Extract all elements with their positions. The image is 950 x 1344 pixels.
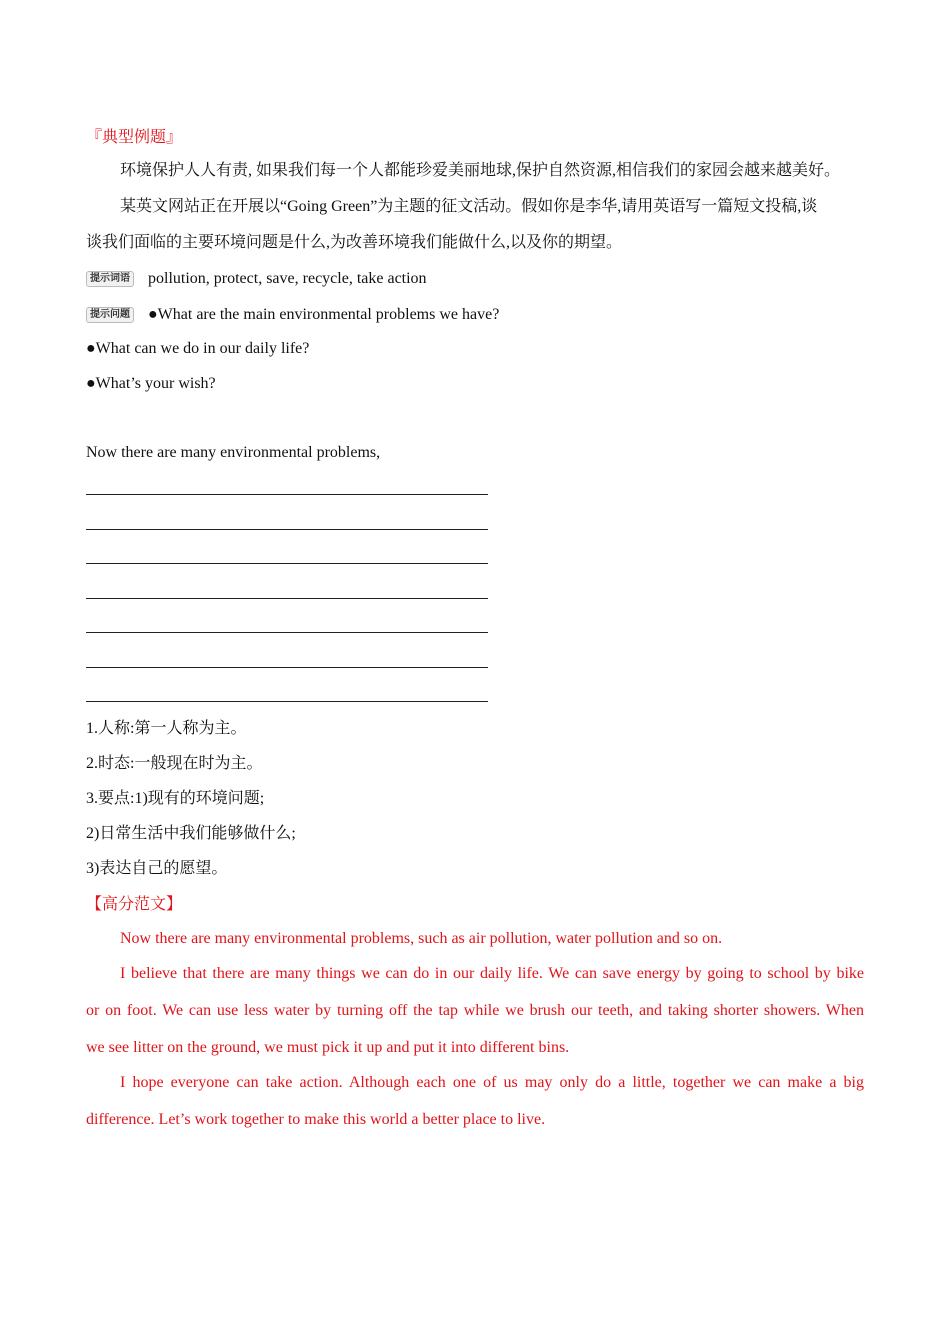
model-heading: 【高分范文】 xyxy=(86,896,183,913)
answer-line xyxy=(86,701,488,702)
answer-line xyxy=(86,598,488,599)
intro-line-3: 谈我们面临的主要环境问题是什么,为改善环境我们能做什么,以及你的期望。 xyxy=(86,234,623,251)
hint-words-row xyxy=(86,268,427,290)
note-item: 3)表达自己的愿望。 xyxy=(86,860,228,877)
model-paragraph-3-line-2: difference. Let’s work together to make this world a better place to live. xyxy=(86,1111,546,1128)
model-paragraph-2-line-2: or on foot. We can use less water by turning off the tap while we brush our teeth, and taking shorter showers. When xyxy=(86,1002,864,1019)
note-item: 3.要点:1)现有的环境问题; xyxy=(86,790,265,807)
note-item: 2.时态:一般现在时为主。 xyxy=(86,755,263,772)
opening-sentence: Now there are many environmental problems, xyxy=(86,444,381,461)
hint-words: pollution, protect, save, recycle, take action xyxy=(148,270,427,287)
hint-questions-row xyxy=(86,304,499,326)
answer-line xyxy=(86,563,488,564)
model-paragraph-2-line-3: we see litter on the ground, we must pick it up and put it into different bins. xyxy=(86,1039,570,1056)
hint-questions-badge: 提示问题 xyxy=(86,307,134,323)
intro-line-2: 某英文网站正在开展以“Going Green”为主题的征文活动。假如你是李华,请用英语写一篇短文投稿,谈 xyxy=(120,198,818,215)
note-item: 1.人称:第一人称为主。 xyxy=(86,720,247,737)
question-item: ●What can we do in our daily life? xyxy=(86,340,310,357)
answer-line xyxy=(86,632,488,633)
answer-line xyxy=(86,494,488,495)
model-paragraph-1: Now there are many environmental problems, such as air pollution, water pollution and so on. xyxy=(120,930,723,947)
example-heading: 『典型例题』 xyxy=(86,129,183,146)
intro-line-1: 环境保护人人有责, 如果我们每一个人都能珍爱美丽地球,保护自然资源,相信我们的家园会越来越美好。 xyxy=(120,162,841,179)
note-item: 2)日常生活中我们能够做什么; xyxy=(86,825,296,842)
model-paragraph-2-line-1: I believe that there are many things we can do in our daily life. We can save energy by going to school by bike xyxy=(120,965,864,982)
answer-line xyxy=(86,529,488,530)
answer-line xyxy=(86,667,488,668)
model-paragraph-3-line-1: I hope everyone can take action. Although each one of us may only do a little, together we can make a big xyxy=(120,1074,864,1091)
hint-words-badge: 提示词语 xyxy=(86,271,134,287)
question-item: ●What are the main environmental problems we have? xyxy=(148,306,500,323)
question-item: ●What’s your wish? xyxy=(86,375,216,392)
